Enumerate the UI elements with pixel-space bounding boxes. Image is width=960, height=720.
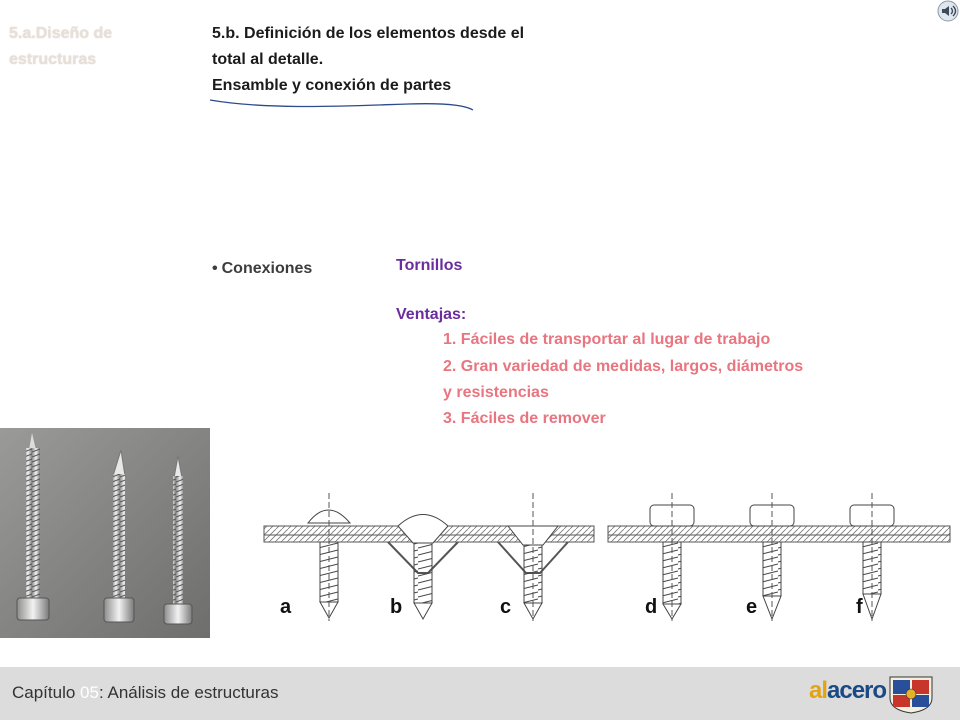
logo-part1: al [809,677,828,704]
logo-part2: acero [827,677,887,704]
diagram-label: d [645,596,658,618]
footer-suffix: : Análisis de estructuras [98,683,279,702]
screw-connection-diagram [258,493,958,623]
bullet-label: Conexiones [221,260,313,277]
advantage-item: y resistencias [443,384,549,401]
tornillos-heading: Tornillos [396,257,463,274]
bullet-conexiones: • Conexiones [212,260,313,277]
diagram-label: b [390,596,403,618]
advantage-item: 1. Fáciles de transportar al lugar de trabajo [443,331,771,348]
diagram-label: a [280,596,292,618]
speaker-icon[interactable] [936,0,960,22]
screws-photo [0,428,210,638]
underline-stroke [208,96,478,116]
diagram-label: f [856,596,863,618]
page-subheading: Ensamble y conexión de partes [212,77,452,94]
advantage-item: 2. Gran variedad de medidas, largos, diámetros [443,358,804,375]
university-crest-icon [886,674,936,714]
chapter-number: 05 [80,683,99,702]
ventajas-heading: Ventajas: [396,306,467,323]
footer-prefix: Capítulo [12,683,81,702]
page-heading: 5.b. Definición de los elementos desde el total al detalle. [212,25,525,68]
diagram-label: c [500,596,512,618]
section-title: 5.a.Diseño de estructuras [9,25,113,68]
diagram-label: e [746,596,758,618]
advantage-item: 3. Fáciles de remover [443,410,606,427]
footer-caption [12,683,279,703]
alacero-logo [809,677,886,705]
